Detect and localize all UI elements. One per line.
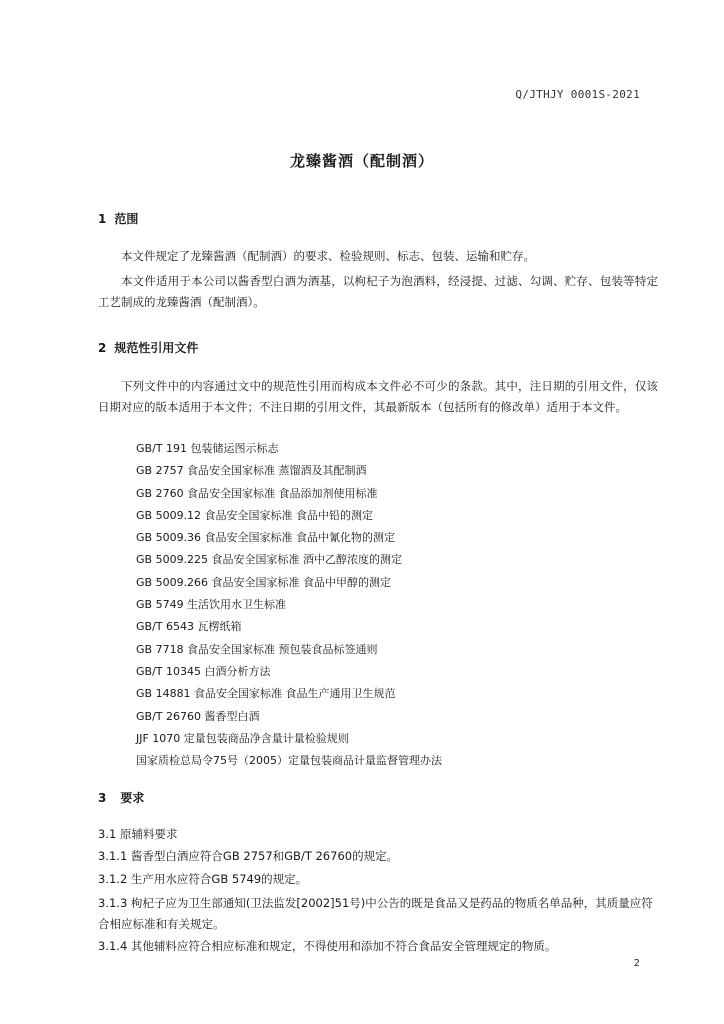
reference-item: GB 7718 食品安全国家标准 预包装食品标签通则 xyxy=(136,642,378,656)
reference-item: GB/T 6543 瓦楞纸箱 xyxy=(136,620,242,634)
section-title: 要求 xyxy=(120,791,145,805)
reference-item: GB 5009.225 食品安全国家标准 酒中乙醇浓度的测定 xyxy=(136,553,403,567)
reference-item: GB 14881 食品安全国家标准 食品生产通用卫生规范 xyxy=(136,687,396,701)
section-number: 1 xyxy=(98,212,107,226)
reference-item: GB 5009.36 食品安全国家标准 食品中氰化物的测定 xyxy=(136,531,396,545)
document-code: Q/JTHJY 0001S-2021 xyxy=(515,88,640,101)
requirement-item: 3.1.3 枸杞子应为卫生部通知(卫法监发[2002]51号)中公告的既是食品又是药品的物质名单品种，其质量应符合相应标准和有关规定。 xyxy=(98,896,653,931)
section-title: 规范性引用文件 xyxy=(114,341,199,355)
scope-paragraph-1: 本文件规定了龙臻酱酒（配制酒）的要求、检验规则、标志、包装、运输和贮存。 xyxy=(121,249,535,263)
reference-item: GB/T 26760 酱香型白酒 xyxy=(136,709,260,723)
reference-item: GB 2760 食品安全国家标准 食品添加剂使用标准 xyxy=(136,486,378,500)
section-title: 范围 xyxy=(114,212,139,226)
section-number: 3 xyxy=(98,791,107,805)
reference-item: GB 5749 生活饮用水卫生标准 xyxy=(136,598,287,612)
scope-paragraph-2: 本文件适用于本公司以酱香型白酒为酒基，以枸杞子为泡酒料，经浸提、过滤、勾调、贮存、包装等特定工艺制成的龙臻酱酒（配制酒）。 xyxy=(98,274,658,309)
section-2-heading xyxy=(98,339,198,356)
reference-list xyxy=(136,438,442,772)
reference-item: GB/T 191 包装储运图示标志 xyxy=(136,442,279,455)
reference-item: GB 5009.266 食品安全国家标准 食品中甲醇的测定 xyxy=(136,575,392,589)
section-1-heading xyxy=(98,210,138,227)
reference-item: 国家质检总局令75号（2005）定量包装商品计量监督管理办法 xyxy=(136,754,442,768)
reference-item: GB 5009.12 食品安全国家标准 食品中铅的测定 xyxy=(136,508,374,522)
section-3-heading xyxy=(98,789,144,806)
reference-item: GB 2757 食品安全国家标准 蒸馏酒及其配制酒 xyxy=(136,464,367,478)
document-title: 龙臻酱酒（配制酒） xyxy=(289,152,434,170)
requirement-item: 3.1.4 其他辅料应符合相应标准和规定，不得使用和添加不符合食品安全管理规定的物质。 xyxy=(98,939,557,953)
requirement-item: 3.1.1 酱香型白酒应符合GB 2757和GB/T 26760的规定。 xyxy=(98,849,399,863)
requirement-item: 3.1.2 生产用水应符合GB 5749的规定。 xyxy=(98,872,308,886)
requirement-item: 3.1 原辅料要求 xyxy=(98,827,178,841)
page-number: 2 xyxy=(633,958,640,969)
reference-item: GB/T 10345 白酒分析方法 xyxy=(136,664,271,678)
references-intro: 下列文件中的内容通过文中的规范性引用而构成本文件必不可少的条款。其中，注日期的引用文件，仅该日期对应的版本适用于本文件；不注日期的引用文件，其最新版本（包括所有的修改单）适用于本文件。 xyxy=(98,379,658,414)
section-number: 2 xyxy=(98,341,107,355)
reference-item: JJF 1070 定量包装商品净含量计量检验规则 xyxy=(136,731,349,745)
